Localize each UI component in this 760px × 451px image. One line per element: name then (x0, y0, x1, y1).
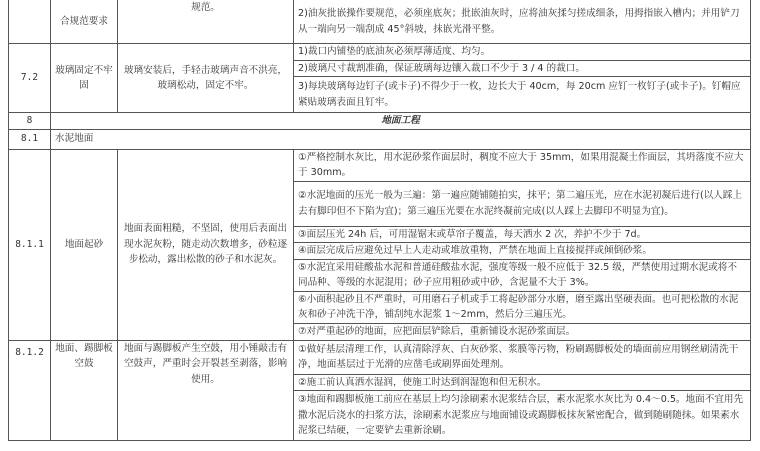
table-row (9, 44, 751, 61)
measure: ①做好基层清理工作，认真清除浮灰、白灰砂浆、浆膜等污物，粉刷踢脚板处的墙面前应用钢丝刷清洗干净，地面基层过于光滑的应凿毛或刷界面处理剂。 (294, 340, 751, 374)
section-row (9, 113, 751, 130)
defect-item: 玻璃固定不牢固 (51, 44, 118, 113)
defect-description: 规范。 (118, 0, 294, 44)
defect-measures-table (8, 0, 751, 441)
defect-description: 地面表面粗糙，不坚固，使用后表面出现水泥灰粉，随走动次数增多，砂粒逐步松动，露出松散的砂子和水泥灰。 (118, 149, 294, 340)
row-number: 8.1.2 (9, 340, 51, 441)
defect-item: 地面起砂 (51, 149, 118, 340)
measure: 3)每块玻璃每边钉子(或卡子)不得少于一枚，边长大于 40cm，每 20cm 应钉一枚钉子(或卡子)。钉帽应紧贴玻璃表面且钉牢。 (294, 77, 751, 113)
table-row (9, 149, 751, 181)
defect-description: 玻璃安装后，手轻击玻璃声音不洪亮，玻璃松动，固定不牢。 (118, 44, 294, 113)
defect-item: 地面、踢脚板空鼓 (51, 340, 118, 441)
measure: ④面层完成后应避免过早上人走动或堆放重物，严禁在地面上直接搅拌或倾倒砂浆。 (294, 243, 751, 260)
measure: 2)玻璃尺寸裁割准确，保证玻璃每边镶入裁口不少于 3 / 4 的裁口。 (294, 60, 751, 77)
measure: 1)裁口内铺垫的底油灰必须厚薄适度、均匀。 (294, 44, 751, 61)
defect-description: 地面与踢脚板产生空鼓，用小锤敲击有空鼓声，严重时会开裂甚至剥落，影响使用。 (118, 340, 294, 441)
measure: ③地面和踢脚板施工前应在基层上均匀涂刷素水泥浆结合层，素水泥浆水灰比为 0.4～0.5。地面不宜用先撒水泥后浇水的扫浆方法，涂刷素水泥浆应与地面铺设或踢脚板抹灰紧密配合，做到随刷随抹。如果素水泥浆已结硬，一定要铲去重新涂刷。 (294, 391, 751, 441)
subsection-row (9, 129, 751, 149)
measure: 2)油灰批嵌操作要规范，必须座底灰；批嵌油灰时，应将油灰揉匀搓成细条，用拇指嵌入槽内；并用铲刀从一端向另一端刮成 45°斜坡，抹嵌光滑平整。 (294, 0, 751, 44)
measure: ②施工前认真洒水湿润，使施工时达到润湿饱和但无积水。 (294, 374, 751, 391)
measure: ①严格控制水灰比，用水泥砂浆作面层时，稠度不应大于 35mm，如果用混凝土作面层，其坍落度不应大于 30mm。 (294, 149, 751, 181)
row-number: 7.2 (9, 44, 51, 113)
table-row (9, 340, 751, 374)
section-title: 地面工程 (51, 113, 751, 130)
measure: ②水泥地面的压光一般为三遍：第一遍应随铺随拍实，抹平；第二遍压光，应在水泥初凝后进行(以人踩上去有脚印但不下陷为宜)；第三遍压光要在水泥终凝前完成(以人踩上去脚印不明显为宜)。 (294, 181, 751, 226)
subsection-number: 8.1 (9, 129, 51, 149)
section-number: 8 (9, 113, 51, 130)
measure: ⑤水泥宜采用硅酸盐水泥和普通硅酸盐水泥，强度等级一般不应低于 32.5 级，严禁使用过期水泥或将不同品种、等级的水泥混用；砂子应用粗砂或中砂，含泥量不大于 3%。 (294, 259, 751, 291)
measure: ⑦对严重起砂的地面，应把面层铲除后，重新铺设水泥砂浆面层。 (294, 323, 751, 340)
defect-item: 合规范要求 (51, 0, 118, 44)
measure: ⑥小面积起砂且不严重时，可用磨石子机或手工将起砂部分水磨，磨至露出坚硬表面。也可把松散的水泥灰和砂子冲洗干净，铺刮纯水泥浆 1～2mm，然后分三遍压光。 (294, 291, 751, 323)
measure: ③面层压光 24h 后，可用湿锯末或草帘子覆盖，每天洒水 2 次，养护不少于 7d。 (294, 226, 751, 243)
subsection-title: 水泥地面 (51, 129, 751, 149)
row-number: 8.1.1 (9, 149, 51, 340)
table-row (9, 0, 751, 44)
row-number (9, 0, 51, 44)
